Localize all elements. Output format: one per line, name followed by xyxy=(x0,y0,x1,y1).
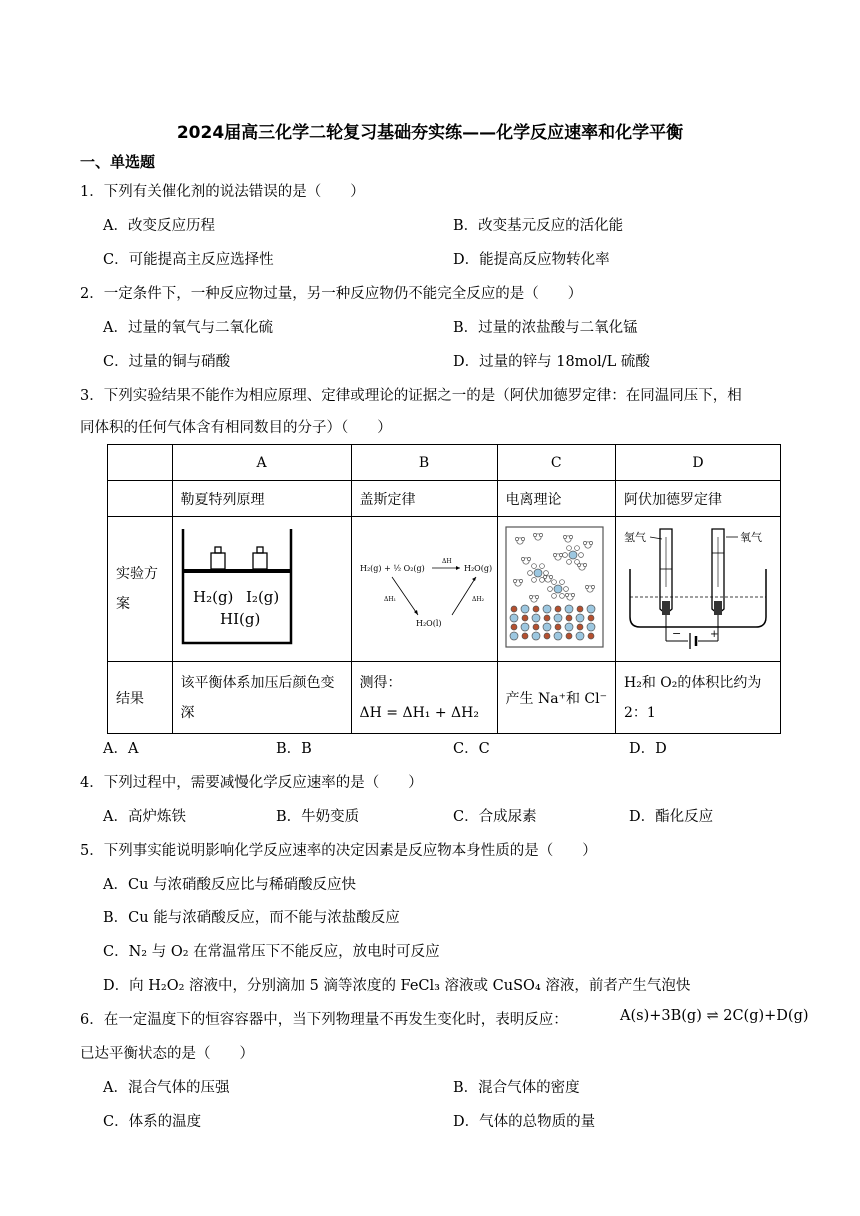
q1-option-c: C．可能提高主反应选择性 xyxy=(103,252,274,268)
q3-result-a: 该平衡体系加压后颜色变深 xyxy=(172,662,351,734)
q5-option-a: A．Cu 与浓硝酸反应比与稀硝酸反应快 xyxy=(103,877,357,893)
q6-option-c: C．体系的温度 xyxy=(103,1114,202,1130)
q1-option-d: D．能提高反应物转化率 xyxy=(453,252,610,268)
q3-result-d: H₂和 O₂的体积比约为2：1 xyxy=(616,662,781,734)
q2-stem: 2．一定条件下，一种反应物过量，另一种反应物仍不能完全反应的是（ ） xyxy=(80,286,583,302)
fig-a-i2: I₂(g) xyxy=(245,588,279,606)
q2-option-d: D．过量的锌与 18mol/L 硫酸 xyxy=(453,354,650,370)
q6-equation: A(s)+3B(g) ⇌ 2C(g)+D(g) xyxy=(620,1008,809,1024)
doc-title: 2024届高三化学二轮复习基础夯实练——化学反应速率和化学平衡 xyxy=(176,123,684,143)
q3-principle-a: 勒夏特列原理 xyxy=(172,481,351,517)
q3-result-b xyxy=(351,662,497,734)
fig-a-hi: HI(g) xyxy=(219,610,260,628)
q3-option-d: D．D xyxy=(629,741,667,757)
q3-result-b-line1: 测得： xyxy=(359,674,402,691)
fig-a-h2: H₂(g) xyxy=(192,588,233,606)
q4-option-d: D．酯化反应 xyxy=(629,809,714,825)
q5-option-d: D．向 H₂O₂ 溶液中，分别滴加 5 滴等浓度的 FeCl₃ 溶液或 CuSO₄ 溶液，前者产生气泡快 xyxy=(103,978,691,994)
q3-option-c: C．C xyxy=(453,741,490,757)
section-heading: 一、单选题 xyxy=(80,153,156,171)
q3-figure-d xyxy=(616,517,781,662)
q3-principle-d: 阿伏加德罗定律 xyxy=(616,481,781,517)
q4-option-a: A．高炉炼铁 xyxy=(103,809,186,825)
q6-stem-line2: 已达平衡状态的是（ ） xyxy=(80,1046,254,1062)
q5-stem: 5．下列事实能说明影响化学反应速率的决定因素是反应物本身性质的是（ ） xyxy=(80,843,597,859)
q6-option-b: B．混合气体的密度 xyxy=(453,1080,580,1096)
fig-d-plus: + xyxy=(710,629,719,640)
fig-d-left-label: 氢气 xyxy=(624,531,646,544)
q3-figure-a xyxy=(172,517,351,662)
fig-b-dh1: ΔH₁ xyxy=(383,596,396,603)
q3-table xyxy=(107,444,781,734)
q2-option-a: A．过量的氧气与二氧化硫 xyxy=(103,320,273,336)
q6-option-a: A．混合气体的压强 xyxy=(103,1080,230,1096)
q3-principle-b: 盖斯定律 xyxy=(351,481,497,517)
q3-figure-c xyxy=(497,517,615,662)
fig-d-minus: − xyxy=(672,627,682,640)
q3-header-c: C xyxy=(497,445,615,481)
q5-option-b: B．Cu 能与浓硝酸反应，而不能与浓盐酸反应 xyxy=(103,910,400,926)
q2-option-c: C．过量的铜与硝酸 xyxy=(103,354,231,370)
q3-figure-b xyxy=(351,517,497,662)
q3-option-b: B．B xyxy=(276,741,312,757)
q3-header-d: D xyxy=(616,445,781,481)
fig-b-bottom: H₂O(l) xyxy=(415,619,442,628)
q1-option-b: B．改变基元反应的活化能 xyxy=(453,218,624,234)
fig-b-dh: ΔH xyxy=(441,558,452,565)
q1-stem: 1．下列有关催化剂的说法错误的是（ ） xyxy=(80,184,365,200)
q4-option-b: B．牛奶变质 xyxy=(276,809,360,825)
q3-scheme-label: 实验方案 xyxy=(108,517,173,662)
q3-stem-line1: 3．下列实验结果不能作为相应原理、定律或理论的证据之一的是（阿伏加德罗定律：在同温同压下，相 xyxy=(80,388,742,404)
q3-result-c: 产生 Na⁺和 Cl⁻ xyxy=(497,662,615,734)
fig-d-right-label: 氧气 xyxy=(740,531,762,544)
q3-principle-c: 电离理论 xyxy=(497,481,615,517)
q3-option-a: A．A xyxy=(103,741,139,757)
q3-result-label: 结果 xyxy=(108,662,173,734)
q4-option-c: C．合成尿素 xyxy=(453,809,537,825)
q5-option-c: C．N₂ 与 O₂ 在常温常压下不能反应，放电时可反应 xyxy=(103,944,440,960)
q2-option-b: B．过量的浓盐酸与二氧化锰 xyxy=(453,320,638,336)
fig-b-right: H₂O(g) xyxy=(463,564,492,573)
q1-option-a: A．改变反应历程 xyxy=(103,218,215,234)
q6-stem-line1: 6．在一定温度下的恒容容器中，当下列物理量不再发生变化时，表明反应： xyxy=(80,1012,568,1028)
q3-principle-label xyxy=(108,481,173,517)
q3-header-a: A xyxy=(172,445,351,481)
fig-b-dh2: ΔH₂ xyxy=(471,596,484,603)
q4-stem: 4．下列过程中，需要减慢化学反应速率的是（ ） xyxy=(80,775,423,791)
q3-header-b: B xyxy=(351,445,497,481)
fig-b-left: H₂(g) + ½ O₂(g) xyxy=(359,564,425,573)
q3-result-b-line2: ΔH = ΔH₁ + ΔH₂ xyxy=(359,704,479,721)
q6-option-d: D．气体的总物质的量 xyxy=(453,1114,596,1130)
q3-stem-line2: 同体积的任何气体含有相同数目的分子）（ ） xyxy=(80,420,392,436)
q3-table-corner xyxy=(108,445,173,481)
